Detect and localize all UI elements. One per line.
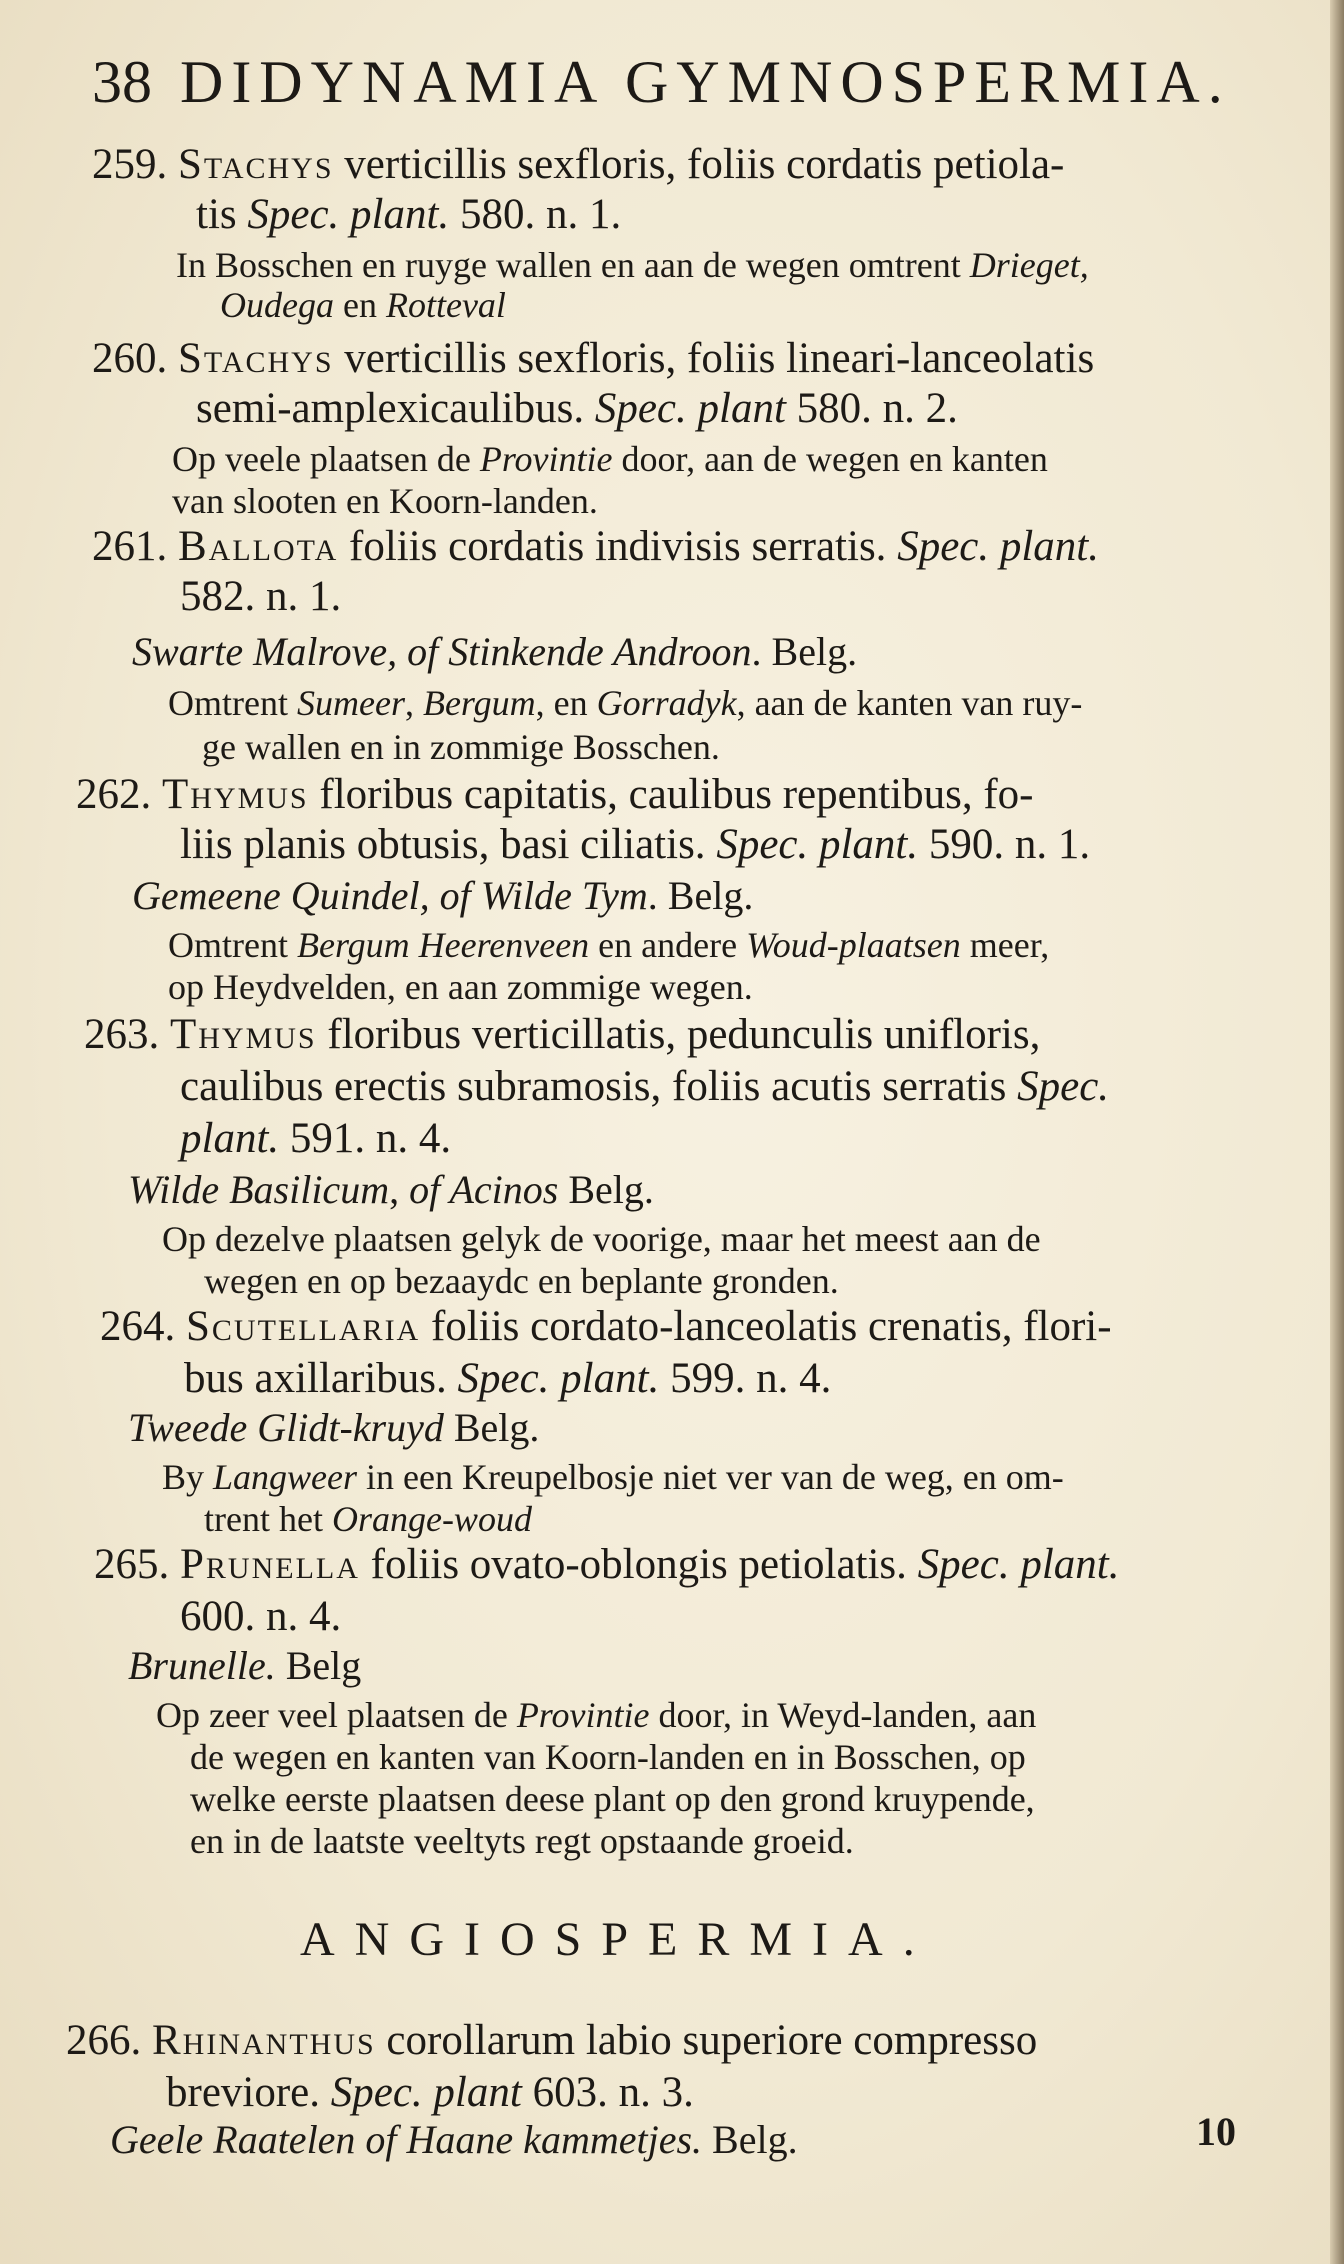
language-abbrev: Belg [275, 1643, 362, 1688]
text: Omtrent [168, 925, 297, 965]
text: Op zeer veel plaatsen de [156, 1695, 517, 1735]
entry-heading [92, 140, 1064, 189]
language-abbrev: . Belg. [647, 873, 754, 918]
text: wegen en op bezaaydc en beplante gronden. [204, 1261, 839, 1301]
place-name: Provintie [516, 1695, 650, 1735]
entry-number: 262. [76, 771, 152, 818]
text: 599. n. 4. [659, 1355, 832, 1402]
common-name: Gemeene Quindel [132, 873, 420, 918]
text: Omtrent [168, 683, 297, 723]
text: , [389, 1167, 410, 1212]
diagnosis: floribus capitatis, caulibus repentibus, fo- [308, 771, 1034, 818]
text: semi-amplexicaulibus. [196, 385, 595, 432]
entry-reference [184, 1354, 831, 1403]
locality-line [162, 1456, 1064, 1498]
text: de wegen en kanten van Koorn-landen en in Bosschen, op [190, 1737, 1026, 1777]
locality-line [168, 924, 1049, 966]
genus-name: Prunella [180, 1541, 360, 1588]
species-plantarum-ref: Spec. plant [594, 385, 786, 432]
locality-line [190, 1820, 854, 1862]
genus-name: Rhinanthus [152, 2017, 376, 2064]
place-name: Orange-woud [331, 1499, 532, 1539]
genus-name: Stachys [178, 335, 334, 382]
common-name: Stinkende Androon [448, 629, 752, 674]
section-heading: ANGIOSPERMIA. [300, 1913, 935, 1966]
entry-reference [180, 1062, 1109, 1111]
species-plantarum-ref: Spec. [1017, 1063, 1110, 1110]
locality-line [204, 1260, 839, 1302]
place-name: Langweer [213, 1457, 358, 1497]
entry-heading [84, 1010, 1040, 1059]
entry-number: 259. [92, 141, 168, 188]
locality-line [202, 726, 720, 768]
text: 580. n. 1. [449, 191, 622, 238]
catchword: 10 [1196, 2109, 1236, 2154]
entry-reference [196, 384, 958, 433]
dutch-common-name [132, 872, 753, 919]
locality-line [168, 682, 1082, 724]
text: liis planis obtusis, basi ciliatis. [180, 821, 717, 868]
text: meer, [960, 925, 1050, 965]
species-plantarum-ref: Spec. plant. [457, 1355, 660, 1402]
text: , en [535, 683, 597, 723]
common-name: Brunelle. [128, 1643, 276, 1688]
diagnosis: verticillis sexfloris, foliis lineari-lanceolatis [333, 335, 1095, 382]
genus-name: Thymus [162, 771, 309, 818]
entry-number: 266. [66, 2017, 142, 2064]
running-title: DIDYNAMIA GYMNOSPERMIA. [180, 49, 1231, 115]
common-name: Wilde Basilicum [128, 1167, 390, 1212]
place-name: Woud-plaatsen [746, 925, 961, 965]
language-abbrev: Belg. [558, 1167, 654, 1212]
place-name: Bergum Heerenveen [296, 925, 590, 965]
species-plantarum-ref: plant. [180, 1115, 280, 1162]
diagnosis: corollarum labio superiore compresso [375, 2017, 1038, 2064]
place-name: Oudega [220, 285, 334, 325]
text: van slooten en Koorn-landen. [172, 481, 598, 521]
entry-reference [166, 2068, 694, 2117]
text: , of [419, 873, 481, 918]
locality-line [172, 480, 598, 522]
locality-line [168, 966, 753, 1008]
entry-heading [94, 1540, 1120, 1589]
language-abbrev: Belg. [443, 1405, 540, 1450]
species-plantarum-ref: Spec. plant. [897, 523, 1100, 570]
entry-heading [92, 522, 1099, 571]
entry-reference [196, 190, 621, 239]
species-plantarum-ref: Spec. plant. [917, 1541, 1120, 1588]
text: en andere [589, 925, 747, 965]
genus-name: Stachys [178, 141, 334, 188]
place-name: Rotteval [385, 285, 506, 325]
text: 591. n. 4. [279, 1115, 452, 1162]
entry-reference [180, 1592, 341, 1641]
entry-heading [92, 334, 1094, 383]
text: op Heydvelden, en aan zommige wegen. [168, 967, 753, 1007]
diagnosis: foliis ovato-oblongis petiolatis. [359, 1541, 918, 1588]
text: ge wallen en in zommige Bosschen. [202, 727, 720, 767]
common-name: Wilde Tym [480, 873, 648, 918]
text: , aan de kanten van ruy- [736, 683, 1083, 723]
dutch-common-name [110, 2116, 798, 2163]
text: 582. n. 1. [180, 573, 342, 620]
locality-line [204, 1498, 532, 1540]
text: en in de laatste veeltyts regt opstaande groeid. [190, 1821, 854, 1861]
text: 603. n. 3. [521, 2069, 694, 2116]
text: caulibus erectis subramosis, foliis acutis serratis [180, 1063, 1018, 1110]
locality-line [190, 1736, 1026, 1778]
place-name: Bergum [422, 683, 536, 723]
text: Op veele plaatsen de [172, 439, 480, 479]
locality-line [172, 438, 1048, 480]
diagnosis: floribus verticillatis, pedunculis unifloris, [316, 1011, 1041, 1058]
common-name: Swarte Malrove [132, 629, 388, 674]
text: in een Kreupelbosje niet ver van de weg, en om- [357, 1457, 1064, 1497]
dutch-common-name [128, 1166, 654, 1213]
page-header [92, 48, 1252, 117]
text: , of [387, 629, 449, 674]
language-abbrev: . Belg. [751, 629, 858, 674]
dutch-common-name [128, 1404, 539, 1451]
text: 600. n. 4. [180, 1593, 342, 1640]
dutch-common-name [128, 1642, 361, 1689]
locality-line [176, 244, 1089, 286]
entry-reference [180, 1114, 451, 1163]
entry-number: 263. [84, 1011, 160, 1058]
text: welke eerste plaatsen deese plant op den grond kruypende, [190, 1779, 1035, 1819]
text: 580. n. 2. [785, 385, 958, 432]
text: trent het [204, 1499, 332, 1539]
diagnosis: foliis cordato-lanceolatis crenatis, flori- [420, 1303, 1112, 1350]
text: door, in Weyd-landen, aan [649, 1695, 1037, 1735]
entry-number: 260. [92, 335, 168, 382]
text: door, aan de wegen en kanten [612, 439, 1048, 479]
entry-number: 261. [92, 523, 168, 570]
page-number: 38 [92, 49, 152, 115]
text: , [404, 683, 423, 723]
text: 590. n. 1. [918, 821, 1091, 868]
text: bus axillaribus. [184, 1355, 458, 1402]
language-abbrev: Belg. [702, 2117, 798, 2162]
genus-name: Thymus [170, 1011, 317, 1058]
text: en [333, 285, 386, 325]
place-name: Gorradyk [596, 683, 737, 723]
species-plantarum-ref: Spec. plant. [716, 821, 919, 868]
text: By [162, 1457, 214, 1497]
common-name: of Acinos [409, 1167, 559, 1212]
diagnosis: foliis cordatis indivisis serratis. [338, 523, 898, 570]
locality-line [162, 1218, 1041, 1260]
locality-line [190, 1778, 1035, 1820]
text: Op dezelve plaatsen gelyk de voorige, maar het meest aan de [162, 1219, 1041, 1259]
text: breviore. [166, 2069, 331, 2116]
dutch-common-name [132, 628, 857, 675]
species-plantarum-ref: Spec. plant. [247, 191, 450, 238]
genus-name: Scutellaria [186, 1303, 421, 1350]
place-name: Sumeer [296, 683, 405, 723]
locality-line [220, 284, 506, 326]
text: tis [196, 191, 248, 238]
entry-heading [100, 1302, 1112, 1351]
place-name: Provintie [479, 439, 613, 479]
genus-name: Ballota [178, 523, 339, 570]
place-name: Drieget, [969, 245, 1089, 285]
common-name: Tweede Glidt-kruyd [128, 1405, 444, 1450]
entry-reference [180, 820, 1090, 869]
diagnosis: verticillis sexfloris, foliis cordatis petiola- [333, 141, 1065, 188]
entry-heading [66, 2016, 1037, 2065]
entry-number: 264. [100, 1303, 176, 1350]
page-edge [1330, 0, 1344, 2264]
species-plantarum-ref: Spec. plant [330, 2069, 522, 2116]
locality-line [156, 1694, 1036, 1736]
entry-reference [180, 572, 341, 621]
common-name: Geele Raatelen of Haane kammetjes. [110, 2117, 703, 2162]
text: In Bosschen en ruyge wallen en aan de wegen omtrent [176, 245, 970, 285]
entry-number: 265. [94, 1541, 170, 1588]
entry-heading [76, 770, 1033, 819]
